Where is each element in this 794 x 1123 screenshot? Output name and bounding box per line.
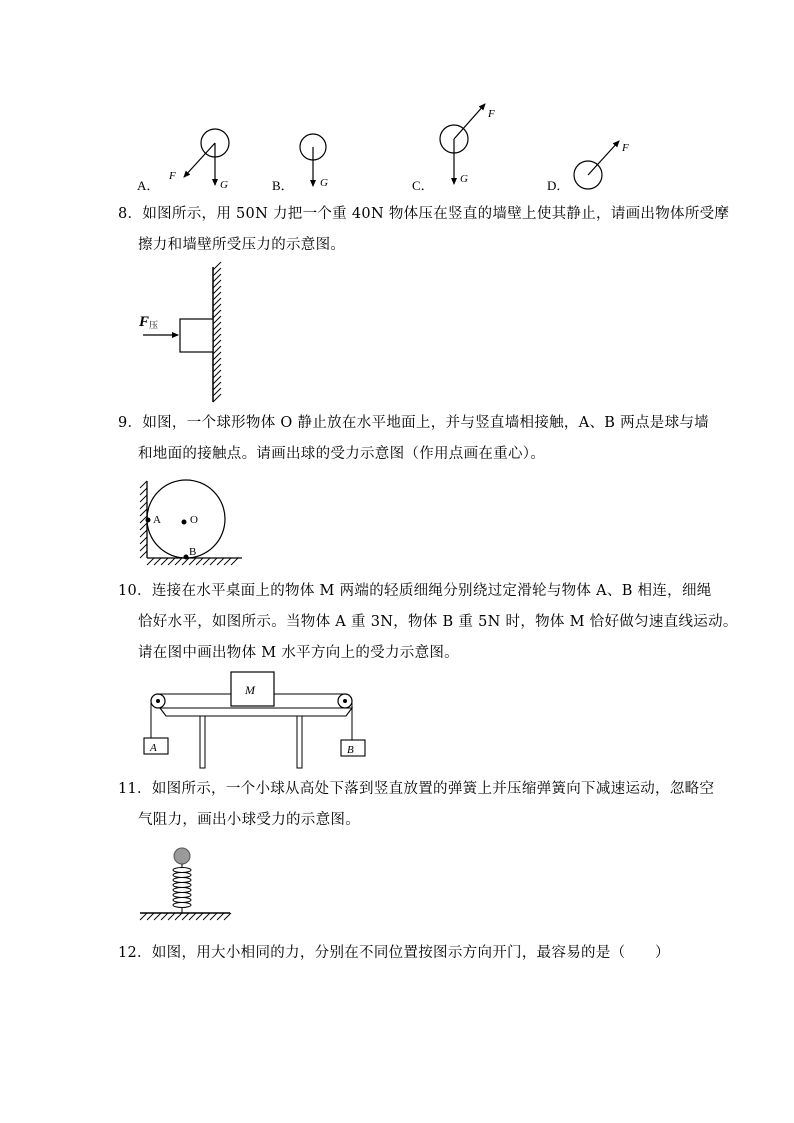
- force-f-arrow-d: [588, 141, 619, 175]
- option-b[interactable]: [272, 134, 328, 193]
- point-o: [182, 520, 187, 525]
- question-12-line-1: 12．如图，用大小相同的力，分别在不同位置按图示方向开门，最容易的是（ ）: [118, 945, 670, 961]
- press-force-subscript: 压: [149, 320, 159, 330]
- force-g-label-a: G: [220, 179, 228, 191]
- question-8-line-1: 8．如图所示，用 50N 力把一个重 40N 物体压在竖直的墙壁上使其静止，请画出物体所受摩: [118, 206, 730, 222]
- table-top: [160, 708, 352, 716]
- force-g-label-c: G: [460, 173, 468, 185]
- option-b-label: B．: [272, 178, 294, 193]
- force-g-label-b: G: [320, 177, 328, 189]
- q8-wall-figure: [0, 262, 794, 412]
- question-10-line-2: 恰好水平，如图所示。当物体 A 重 3N，物体 B 重 5N 时，物体 M 恰好做匀速直线运动。: [138, 614, 738, 630]
- force-f-arrow-c: [454, 104, 485, 139]
- question-10-text: [118, 576, 738, 669]
- question-9-line-2: 和地面的接触点。请画出球的受力示意图（作用点画在重心）。: [138, 446, 546, 462]
- question-8-text: [118, 199, 730, 261]
- ground-hatching: [140, 913, 231, 920]
- option-c[interactable]: [412, 104, 495, 193]
- table-leg-right: [297, 716, 302, 768]
- question-12-text: [118, 938, 688, 969]
- question-10-line-3: 请在图中画出物体 M 水平方向上的受力示意图。: [138, 645, 459, 661]
- q9-ball-figure: [0, 478, 794, 568]
- wall-hatching: [213, 262, 221, 402]
- option-d[interactable]: [547, 141, 629, 193]
- question-10-line-1: 10．连接在水平桌面上的物体 M 两端的轻质细绳分别绕过定滑轮与物体 A、B 相连，细绳: [118, 583, 712, 599]
- label-b: B: [189, 546, 197, 558]
- option-d-label: D．: [547, 178, 570, 193]
- force-f-label-a: F: [169, 170, 176, 182]
- press-force-label: F: [139, 314, 150, 330]
- question-11-line-2: 气阻力，画出小球受力的示意图。: [138, 812, 360, 828]
- force-f-label-c: F: [488, 108, 495, 120]
- option-a[interactable]: [137, 129, 229, 193]
- small-ball: [174, 848, 190, 864]
- option-a-label: A．: [137, 178, 160, 193]
- question-11-text: [118, 774, 715, 836]
- force-f-arrow-a: [184, 143, 215, 177]
- label-a: A: [153, 514, 161, 526]
- label-a: A: [150, 742, 157, 754]
- force-f-label-d: F: [622, 142, 629, 154]
- point-a: [146, 518, 151, 523]
- table-leg-left: [200, 716, 205, 768]
- question-9-line-1: 9．如图，一个球形物体 O 静止放在水平地面上，并与竖直墙相接触，A、B 两点是球与墙: [118, 415, 709, 431]
- point-b: [184, 555, 189, 560]
- option-c-label: C．: [412, 178, 434, 193]
- q10-table-figure: [0, 670, 794, 770]
- question-8-line-2: 擦力和墙壁所受压力的示意图。: [138, 237, 346, 253]
- block: [180, 319, 213, 352]
- question-11-line-1: 11．如图所示，一个小球从高处下落到竖直放置的弹簧上并压缩弹簧向下减速运动，忽略空: [118, 781, 715, 797]
- spring: [173, 864, 191, 913]
- q11-spring-figure: [0, 840, 794, 930]
- question-9-text: [118, 408, 709, 470]
- label-b: B: [347, 744, 354, 756]
- label-o: O: [190, 514, 198, 526]
- label-m: M: [245, 683, 255, 697]
- ground-hatching: [147, 558, 238, 565]
